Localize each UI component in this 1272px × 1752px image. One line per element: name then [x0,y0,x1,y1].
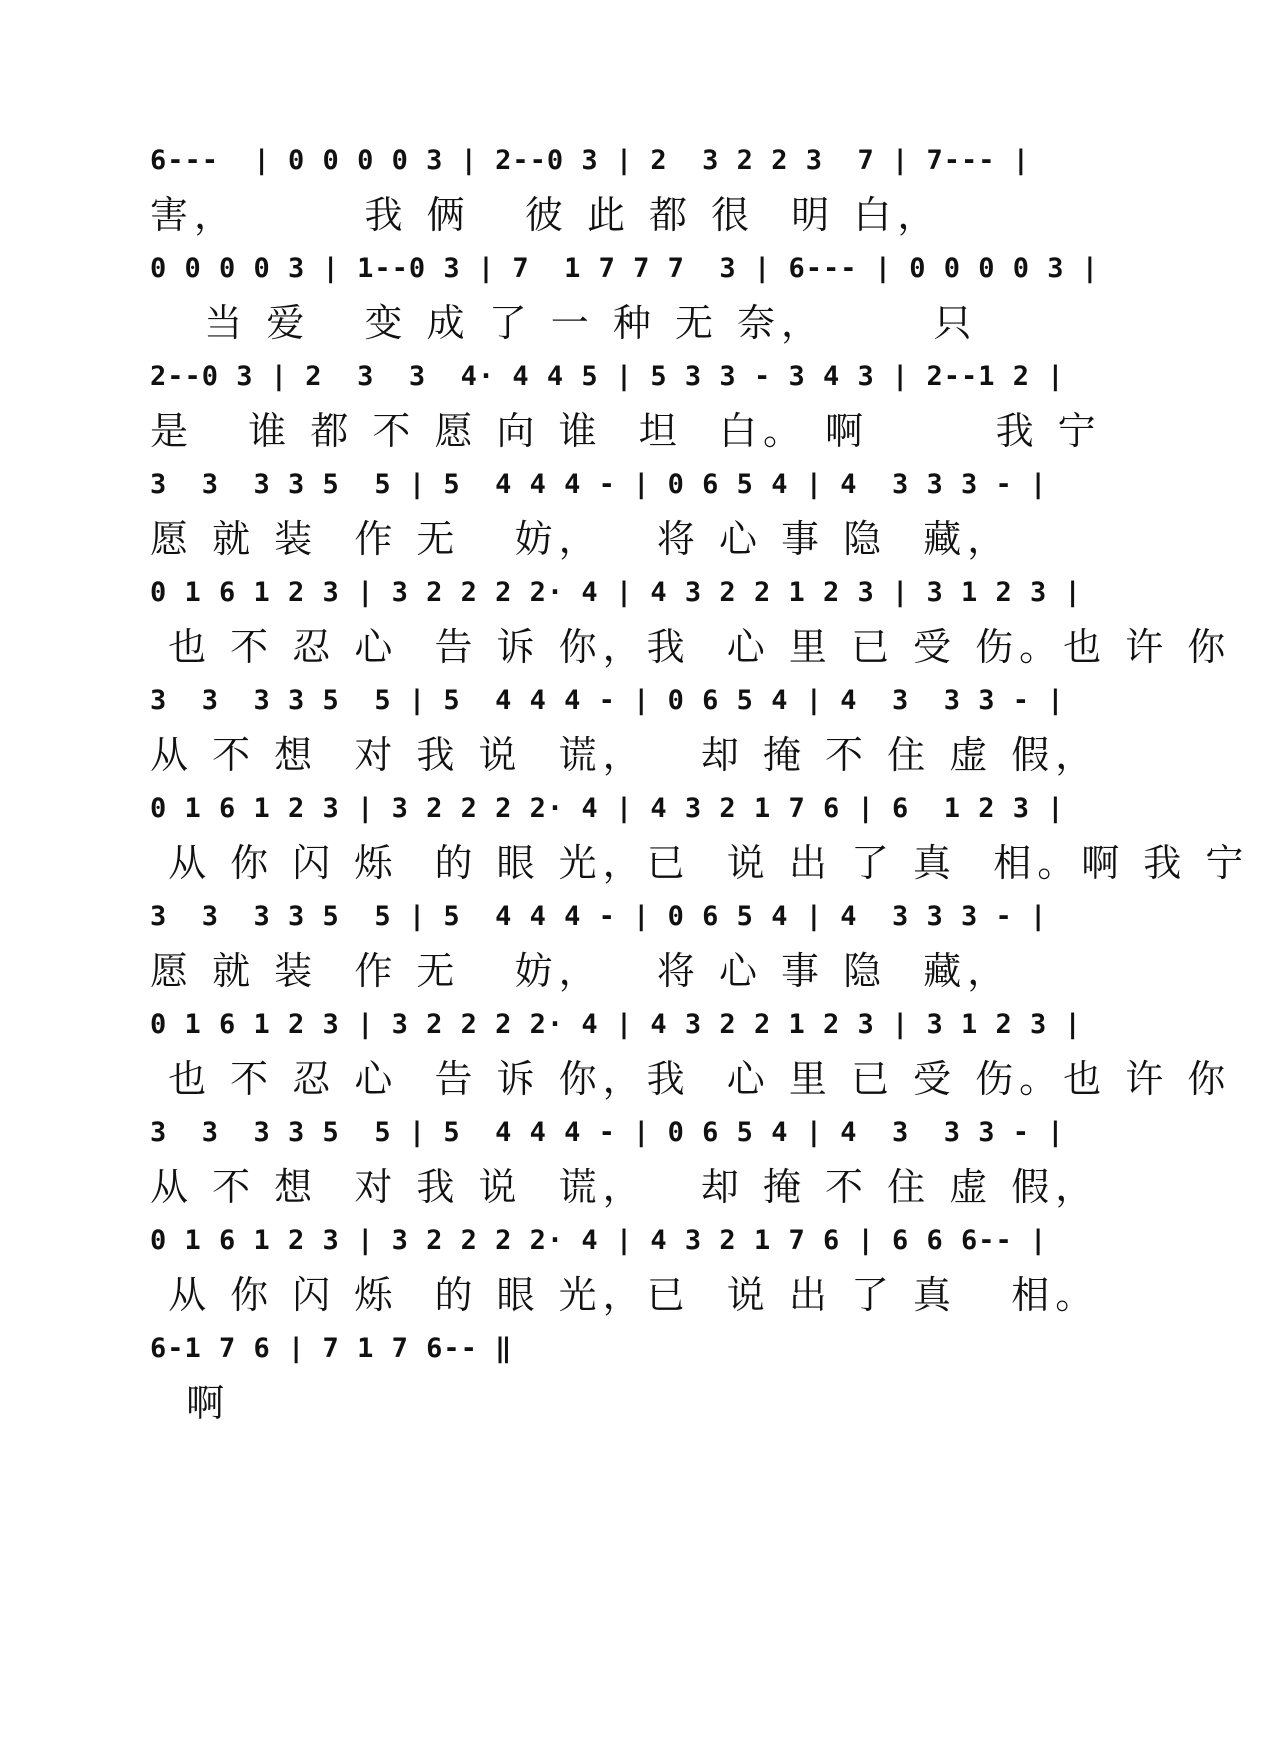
notation-line: 0 1 6 1 2 3 | 3 2 2 2 2· 4 | 4 3 2 2 1 2 3 | 3 1 2 3 | [150,1009,1082,1040]
notation-line: 0 0 0 0 3 | 1--0 3 | 7 1 7 7 7 3 | 6--- | 0 0 0 0 3 | [150,253,1100,284]
notation-line: 3 3 3 3 5 5 | 5 4 4 4 - | 0 6 5 4 | 4 3 3 3 - | [150,685,1065,716]
lyric-line: 也 不 忍 心 告 诉 你，我 心 里 已 受 伤。也 许 你 [150,625,1232,669]
lyric-line: 害， 我 俩 彼 此 都 很 明 白， [150,193,942,237]
lyric-line: 从 不 想 对 我 说 谎， 却 掩 不 住 虚 假， [150,733,1100,777]
lyric-line: 从 你 闪 烁 的 眼 光，已 说 出 了 真 相。啊 我 宁 [150,841,1250,885]
notation-line: 0 1 6 1 2 3 | 3 2 2 2 2· 4 | 4 3 2 1 7 6 | 6 1 2 3 | [150,793,1065,824]
lyric-line: 愿 就 装 作 无 妨， 将 心 事 隐 藏， [150,949,1012,993]
notation-line [150,1323,1130,1375]
coda-notes: 6-1 7 6 | 7 1 7 6-- [150,1333,478,1364]
notation-line: 3 3 3 3 5 5 | 5 4 4 4 - | 0 6 5 4 | 4 3 3 3 - | [150,901,1048,932]
notation-line: 3 3 3 3 5 5 | 5 4 4 4 - | 0 6 5 4 | 4 3 3 3 - | [150,469,1048,500]
notation-line: 2--0 3 | 2 3 3 4· 4 4 5 | 5 3 3 - 3 4 3 | 2--1 2 | [150,361,1065,392]
lyric-line: 愿 就 装 作 无 妨， 将 心 事 隐 藏， [150,517,1012,561]
notation-line: 6--- | 0 0 0 0 3 | 2--0 3 | 2 3 2 2 3 7 | 7--- | [150,145,1031,176]
lyric-line: 从 不 想 对 我 说 谎， 却 掩 不 住 虚 假， [150,1165,1100,1209]
lyric-line: 当 爱 变 成 了 一 种 无 奈， 只 [150,301,978,345]
notation-line: 3 3 3 3 5 5 | 5 4 4 4 - | 0 6 5 4 | 4 3 3 3 - | [150,1117,1065,1148]
lyric-line: 是 谁 都 不 愿 向 谁 坦 白。 啊 我 宁 [150,409,1102,453]
final-barline: ‖ [495,1333,513,1364]
lyric-line: 也 不 忍 心 告 诉 你，我 心 里 已 受 伤。也 许 你 [150,1057,1232,1101]
lyric-line: 从 你 闪 烁 的 眼 光，已 说 出 了 真 相。 [150,1273,1100,1317]
lyric-line: 啊 [150,1381,231,1425]
notation-line: 0 1 6 1 2 3 | 3 2 2 2 2· 4 | 4 3 2 1 7 6 | 6 6 6-- | [150,1225,1048,1256]
notation-line: 0 1 6 1 2 3 | 3 2 2 2 2· 4 | 4 3 2 2 1 2 3 | 3 1 2 3 | [150,577,1082,608]
